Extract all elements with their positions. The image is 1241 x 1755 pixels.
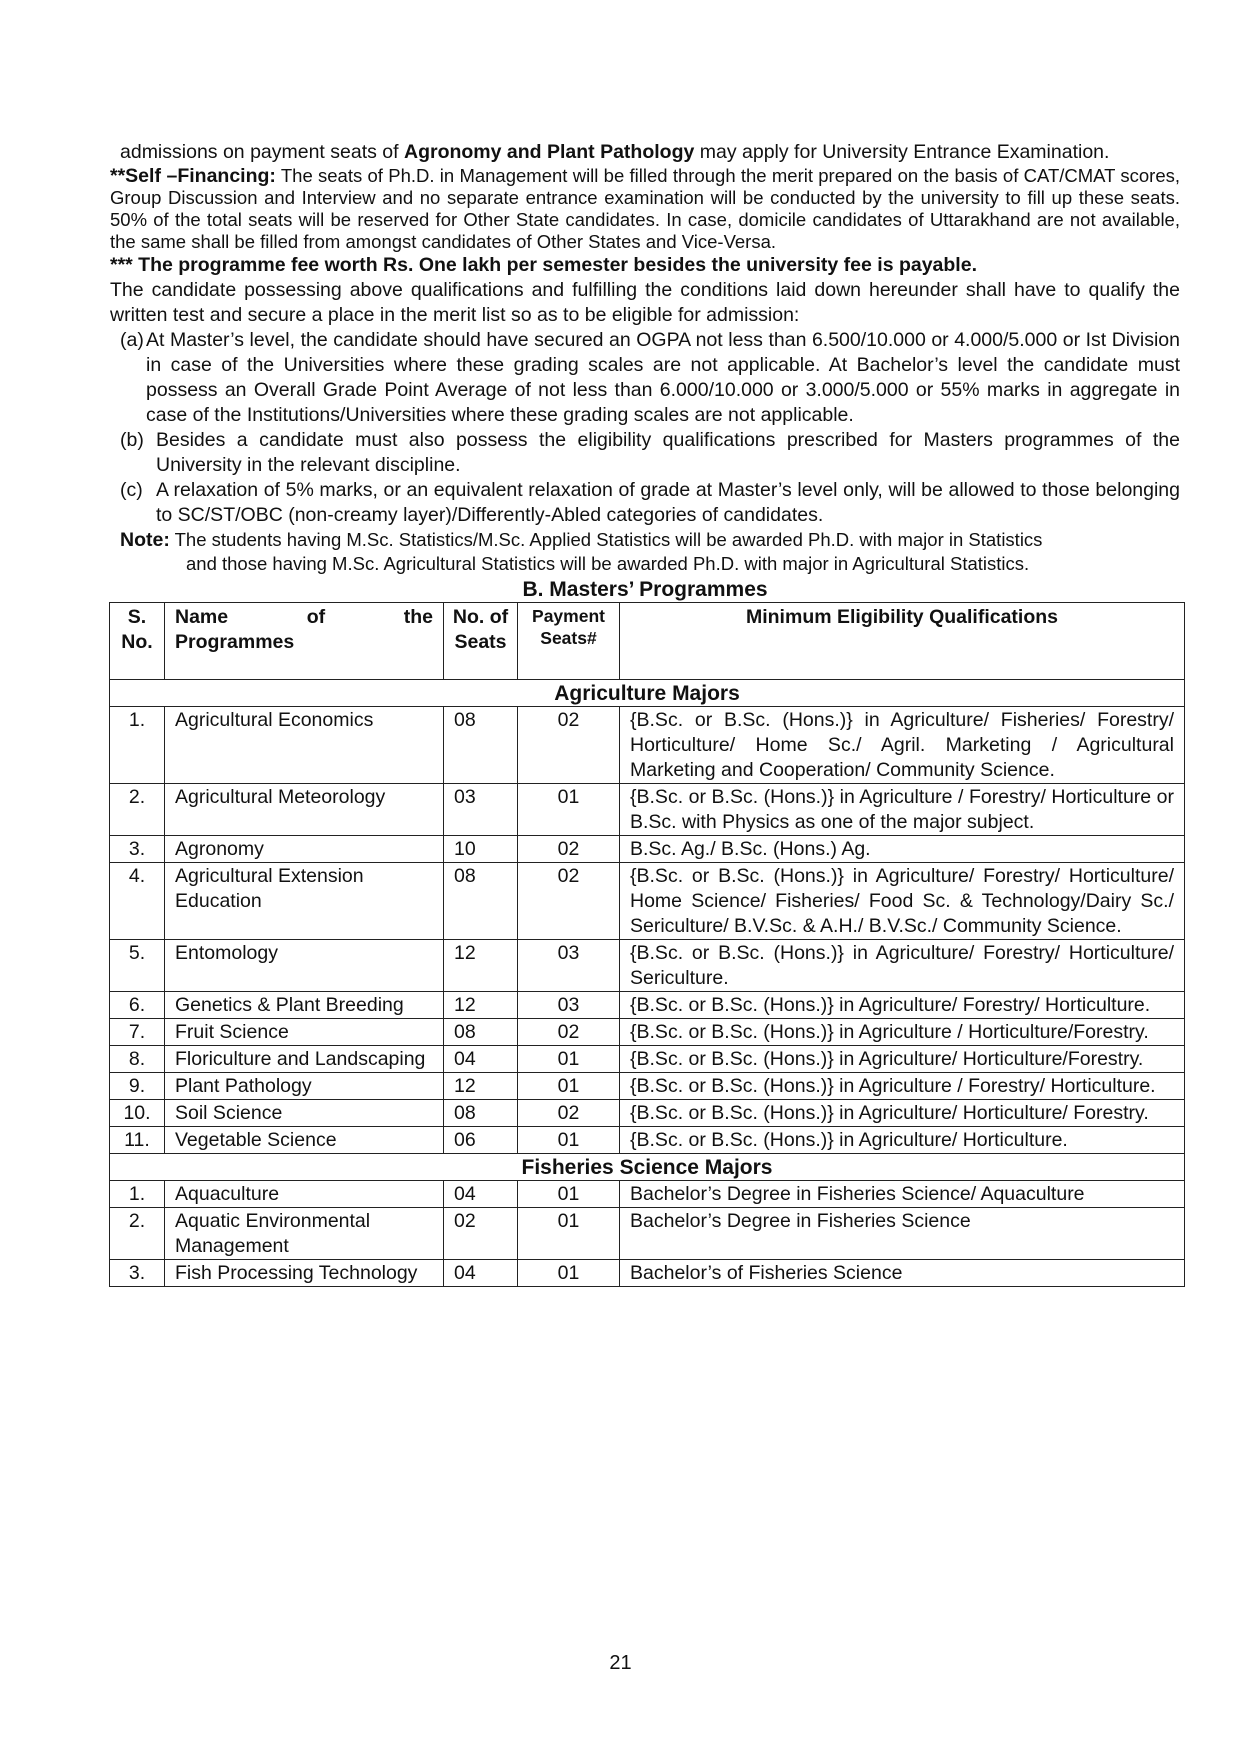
table-row <box>110 992 1185 1019</box>
cell-programme-name: Aquatic Environmental Management <box>165 1208 444 1260</box>
condition-a-text: At Master’s level, the candidate should have secured an OGPA not less than 6.500/10.000 or 4.000/5.000 or Ist Division in case of the Universities where these grading scales are not applicable. At Bachelor’s level the candidate must possess an Overall Grade Point Average of not less than 6.000/10.000 or 3.000/5.000 or 55% marks in aggregate in case of the Institutions/Universities where these grading scales are not applicable. <box>146 329 1180 426</box>
table-row <box>110 836 1185 863</box>
cell-serial-number: 3. <box>110 836 165 863</box>
cell-programme-name: Agricultural Extension Education <box>165 863 444 940</box>
cell-eligibility: {B.Sc. or B.Sc. (Hons.)} in Agriculture / Horticulture/Forestry. <box>620 1019 1185 1046</box>
cell-programme-name: Genetics & Plant Breeding <box>165 992 444 1019</box>
cell-serial-number: 1. <box>110 707 165 784</box>
page-number: 21 <box>609 1652 632 1674</box>
cell-serial-number: 4. <box>110 863 165 940</box>
self-financing-paragraph <box>110 165 1180 253</box>
cell-programme-name: Aquaculture <box>165 1181 444 1208</box>
header-name-word3: the <box>403 606 433 628</box>
cell-payment-seats: 02 <box>518 707 620 784</box>
cell-serial-number: 5. <box>110 940 165 992</box>
cell-programme-name: Agronomy <box>165 836 444 863</box>
table-row <box>110 1073 1185 1100</box>
header-seats-line1: No. of <box>452 606 509 628</box>
cell-seats: 12 <box>444 1073 518 1100</box>
cell-payment-seats: 02 <box>518 863 620 940</box>
header-eligibility: Minimum Eligibility Qualifications <box>620 603 1185 680</box>
fee-note: *** The programme fee worth Rs. One lakh per semester besides the university fee is payable. <box>110 254 977 276</box>
table-row <box>110 940 1185 992</box>
condition-b <box>110 428 1180 478</box>
cell-programme-name: Fish Processing Technology <box>165 1260 444 1287</box>
cell-eligibility: {B.Sc. or B.Sc. (Hons.)} in Agriculture/ Horticulture/ Forestry. <box>620 1100 1185 1127</box>
intro-bold-subjects: Agronomy and Plant Pathology <box>403 141 695 163</box>
table-row <box>110 1100 1185 1127</box>
cell-payment-seats: 01 <box>518 1127 620 1154</box>
cell-seats: 04 <box>444 1260 518 1287</box>
cell-seats: 08 <box>444 1019 518 1046</box>
cell-eligibility: {B.Sc. or B.Sc. (Hons.)} in Agriculture/ Horticulture/Forestry. <box>620 1046 1185 1073</box>
cell-serial-number: 9. <box>110 1073 165 1100</box>
eligibility-intro: The candidate possessing above qualifications and fulfilling the conditions laid down hereunder shall have to qualify the written test and secure a place in the merit list so as to be eligible for admission: <box>110 279 1180 326</box>
cell-seats: 08 <box>444 863 518 940</box>
cell-seats: 02 <box>444 1208 518 1260</box>
cell-eligibility: {B.Sc. or B.Sc. (Hons.)} in Agriculture / Forestry/ Horticulture or B.Sc. with Physics as one of the major subject. <box>620 784 1185 836</box>
cell-payment-seats: 01 <box>518 784 620 836</box>
cell-eligibility: B.Sc. Ag./ B.Sc. (Hons.) Ag. <box>620 836 1185 863</box>
cell-serial-number: 8. <box>110 1046 165 1073</box>
table-row <box>110 1208 1185 1260</box>
cell-eligibility: Bachelor’s Degree in Fisheries Science <box>620 1208 1185 1260</box>
document-page <box>110 140 1180 1287</box>
cell-seats: 04 <box>444 1046 518 1073</box>
cell-seats: 03 <box>444 784 518 836</box>
intro-paragraph <box>110 140 1180 165</box>
cell-serial-number: 6. <box>110 992 165 1019</box>
condition-c-text: A relaxation of 5% marks, or an equivalent relaxation of grade at Master’s level only, will be allowed to those belonging to SC/ST/OBC (non-creamy layer)/Differently-Abled categories of candidates. <box>156 479 1180 526</box>
cell-payment-seats: 01 <box>518 1181 620 1208</box>
condition-label: (a) <box>120 329 144 351</box>
cell-programme-name: Soil Science <box>165 1100 444 1127</box>
group-title: Agriculture Majors <box>110 680 1185 707</box>
cell-serial-number: 3. <box>110 1260 165 1287</box>
cell-seats: 08 <box>444 707 518 784</box>
cell-payment-seats: 02 <box>518 1019 620 1046</box>
cell-eligibility: Bachelor’s of Fisheries Science <box>620 1260 1185 1287</box>
note-label: Note: <box>120 529 170 551</box>
masters-programmes-table <box>109 602 1185 1287</box>
cell-serial-number: 1. <box>110 1181 165 1208</box>
header-seats <box>444 603 518 680</box>
cell-seats: 10 <box>444 836 518 863</box>
table-row <box>110 707 1185 784</box>
group-title: Fisheries Science Majors <box>110 1154 1185 1181</box>
cell-seats: 04 <box>444 1181 518 1208</box>
group-heading-row <box>110 680 1185 707</box>
cell-payment-seats: 01 <box>518 1073 620 1100</box>
header-payment-seats <box>518 603 620 680</box>
header-sno-line2: No. <box>121 631 153 653</box>
cell-payment-seats: 02 <box>518 1100 620 1127</box>
header-sno-line1: S. <box>127 606 147 628</box>
group-heading-row <box>110 1154 1185 1181</box>
cell-payment-seats: 03 <box>518 940 620 992</box>
cell-programme-name: Fruit Science <box>165 1019 444 1046</box>
cell-eligibility: {B.Sc. or B.Sc. (Hons.)} in Agriculture/ Forestry/ Horticulture/ Home Science/ Fisheries/ Food Sc. & Technology/Dairy Sc./ Sericulture/ B.V.Sc. & A.H./ B.V.Sc./ Community Science. <box>620 863 1185 940</box>
condition-label: (c) <box>120 479 143 501</box>
condition-c <box>110 478 1180 528</box>
cell-programme-name: Plant Pathology <box>165 1073 444 1100</box>
header-payment-line2: Seats# <box>540 628 597 648</box>
cell-eligibility: Bachelor’s Degree in Fisheries Science/ Aquaculture <box>620 1181 1185 1208</box>
note-line-2: and those having M.Sc. Agricultural Statistics will be awarded Ph.D. with major in Agricultural Statistics. <box>186 553 1030 574</box>
cell-seats: 08 <box>444 1100 518 1127</box>
header-programme-name <box>165 603 444 680</box>
cell-eligibility: {B.Sc. or B.Sc. (Hons.)} in Agriculture / Forestry/ Horticulture. <box>620 1073 1185 1100</box>
cell-serial-number: 2. <box>110 784 165 836</box>
cell-eligibility: {B.Sc. or B.Sc. (Hons.)} in Agriculture/ Forestry/ Horticulture. <box>620 992 1185 1019</box>
table-row <box>110 1181 1185 1208</box>
self-financing-text: The seats of Ph.D. in Management will be filled through the merit prepared on the basis of CAT/CMAT scores, Group Discussion and Interview and no separate entrance examination will be conducted by the university to fill up these seats. 50% of the total seats will be reserved for Other State candidates. In case, domicile candidates of Uttarakhand are not available, the same shall be filled from amongst candidates of Other States and Vice-Versa. <box>110 165 1180 252</box>
header-name-word1: Name <box>175 606 229 628</box>
table-row <box>110 784 1185 836</box>
table-row <box>110 863 1185 940</box>
cell-programme-name: Vegetable Science <box>165 1127 444 1154</box>
cell-payment-seats: 01 <box>518 1046 620 1073</box>
condition-label: (b) <box>120 429 144 451</box>
self-financing-label: **Self –Financing: <box>110 165 276 187</box>
table-row <box>110 1260 1185 1287</box>
condition-a <box>110 328 1180 428</box>
table-header-row <box>110 603 1185 680</box>
cell-programme-name: Floriculture and Landscaping <box>165 1046 444 1073</box>
header-name-word2: of <box>306 606 326 628</box>
cell-programme-name: Agricultural Meteorology <box>165 784 444 836</box>
cell-payment-seats: 02 <box>518 836 620 863</box>
cell-eligibility: {B.Sc. or B.Sc. (Hons.)} in Agriculture/ Fisheries/ Forestry/ Horticulture/ Home Sc./ Agril. Marketing / Agricultural Marketing and Cooperation/ Community Science. <box>620 707 1185 784</box>
section-title: B. Masters’ Programmes <box>522 578 768 601</box>
cell-programme-name: Agricultural Economics <box>165 707 444 784</box>
cell-serial-number: 10. <box>110 1100 165 1127</box>
cell-seats: 12 <box>444 992 518 1019</box>
note-line-1: The students having M.Sc. Statistics/M.Sc. Applied Statistics will be awarded Ph.D. with major in Statistics <box>169 529 1043 550</box>
cell-eligibility: {B.Sc. or B.Sc. (Hons.)} in Agriculture/ Forestry/ Horticulture/ Sericulture. <box>620 940 1185 992</box>
header-seats-line2: Seats <box>454 631 507 653</box>
header-payment-line1: Payment <box>532 606 605 626</box>
cell-seats: 12 <box>444 940 518 992</box>
header-sno <box>110 603 165 680</box>
cell-serial-number: 7. <box>110 1019 165 1046</box>
cell-eligibility: {B.Sc. or B.Sc. (Hons.)} in Agriculture/ Horticulture. <box>620 1127 1185 1154</box>
table-body <box>110 680 1185 1287</box>
condition-text <box>146 328 1180 428</box>
cell-payment-seats: 01 <box>518 1260 620 1287</box>
cell-serial-number: 11. <box>110 1127 165 1154</box>
cell-payment-seats: 01 <box>518 1208 620 1260</box>
cell-seats: 06 <box>444 1127 518 1154</box>
table-row <box>110 1019 1185 1046</box>
cell-payment-seats: 03 <box>518 992 620 1019</box>
table-row <box>110 1046 1185 1073</box>
cell-serial-number: 2. <box>110 1208 165 1260</box>
condition-b-text: Besides a candidate must also possess the eligibility qualifications prescribed for Masters programmes of the University in the relevant discipline. <box>156 429 1180 476</box>
intro-text-end: may apply for University Entrance Examination. <box>694 141 1110 163</box>
intro-text-start: admissions on payment seats of <box>120 141 404 163</box>
statistics-note <box>110 528 1180 576</box>
table-row <box>110 1127 1185 1154</box>
header-name-line2: Programmes <box>175 631 295 653</box>
cell-programme-name: Entomology <box>165 940 444 992</box>
